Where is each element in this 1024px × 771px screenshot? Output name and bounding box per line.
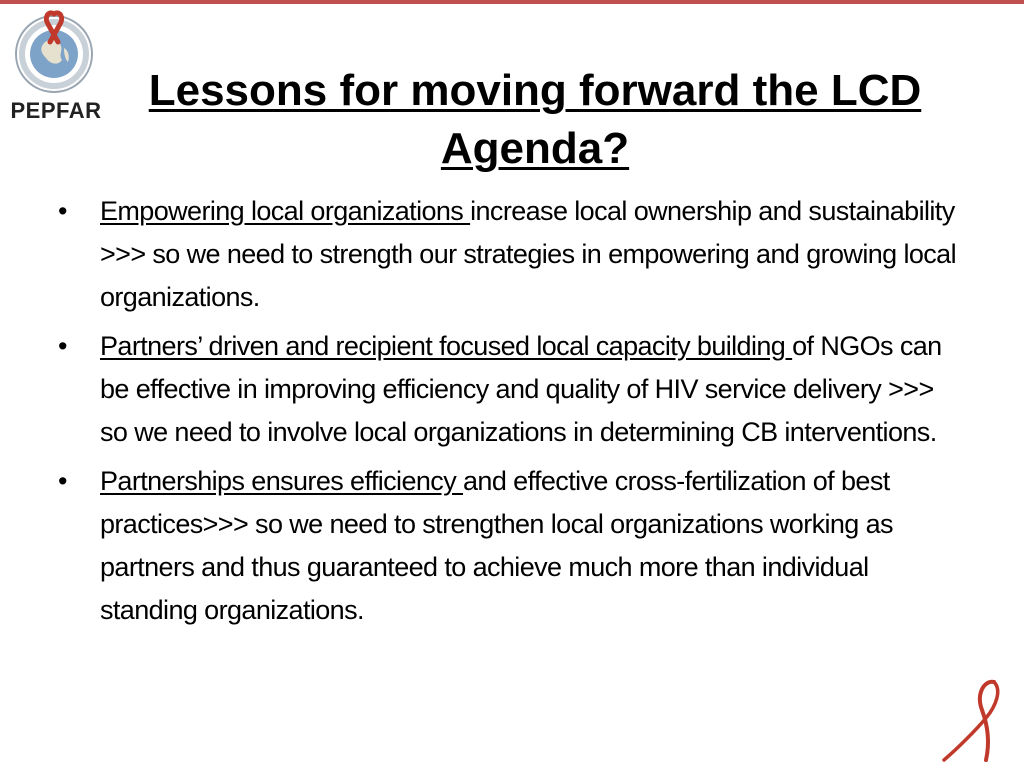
bullet-lead: Partnerships ensures efficiency bbox=[100, 466, 463, 496]
bullet-item bbox=[58, 325, 958, 454]
bullet-item bbox=[58, 190, 958, 319]
bullet-body: and effective cross-fertilization of best practices>>> so we need to strengthen local organizations working as partners and thus guaranteed to achieve much more than individual standing organizations. bbox=[100, 466, 893, 625]
pepfar-logo bbox=[4, 8, 104, 126]
slide-title: Lessons for moving forward the LCD Agenda? bbox=[148, 66, 922, 173]
bullet-marker: • bbox=[58, 466, 67, 496]
bullet-body: increase local ownership and sustainability >>> so we need to strength our strategies in empowering and growing local organizations. bbox=[100, 196, 956, 312]
bullet-list bbox=[58, 190, 958, 638]
bullet-lead: Partners’ driven and recipient focused local capacity building bbox=[100, 331, 793, 361]
pepfar-wordmark: PEPFAR bbox=[10, 98, 102, 123]
bullet-body: of NGOs can be effective in improving efficiency and quality of HIV service delivery >>> so we need to involve local organizations in determining CB interventions. bbox=[100, 331, 942, 447]
pepfar-seal-icon bbox=[12, 8, 96, 94]
bullet-item bbox=[58, 460, 958, 632]
top-accent-rule bbox=[0, 0, 1024, 4]
bullet-lead: Empowering local organizations bbox=[100, 196, 471, 226]
bullet-marker: • bbox=[58, 196, 67, 226]
red-ribbon-icon bbox=[936, 676, 1006, 766]
bullet-marker: • bbox=[58, 331, 67, 361]
